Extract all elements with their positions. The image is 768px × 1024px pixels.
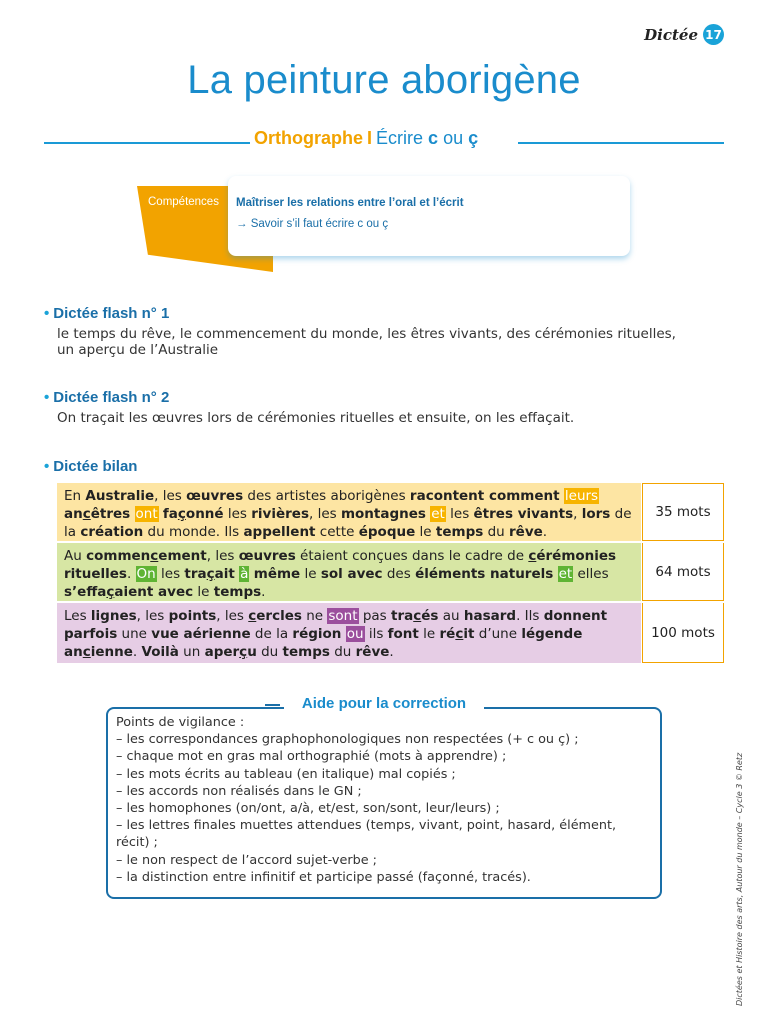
- aide-item: – le non respect de l’accord sujet-verbe ;: [116, 852, 377, 868]
- competences-box: [228, 176, 630, 256]
- dictee-number-badge: 17: [703, 24, 724, 45]
- subtitle-ou: ou: [438, 128, 469, 148]
- bilan-row-3: Les lignes, les points, les cercles ne sont pas tracés au hasard. Ils donnent parfois une vue aérienne de la région ou ils font le récit d’une légende ancienne. Voilà un aperçu du temps du rêve.: [57, 603, 641, 663]
- subtitle-c: c: [428, 128, 439, 148]
- aide-item: – la distinction entre infinitif et participe passé (façonné, tracés).: [116, 869, 531, 885]
- aide-item: – les mots écrits au tableau (en italique) mal copiés ;: [116, 766, 456, 782]
- flash2-heading: [44, 389, 169, 406]
- flash1-heading-text: Dictée flash n° 1: [53, 305, 170, 322]
- flash1-heading: [44, 305, 169, 322]
- bilan-heading: [44, 458, 137, 475]
- aide-title-rule-left: [265, 704, 280, 706]
- side-credit: Dictées et Histoire des arts, Autour du monde – Cycle 3 © Retz: [735, 752, 744, 1006]
- subtitle-orthographe: Orthographe: [254, 128, 364, 148]
- flash2-heading-text: Dictée flash n° 2: [53, 389, 170, 406]
- competences-line-1: Maîtriser les relations entre l’oral et l’écrit: [236, 197, 464, 209]
- bullet-icon: •: [44, 458, 50, 475]
- bullet-icon: •: [44, 389, 50, 406]
- competences-label: Compétences: [148, 196, 219, 208]
- dictee-label: Dictée: [644, 25, 698, 44]
- bilan-row-1: En Australie, les œuvres des artistes aborigènes racontent comment leurs ancêtres ont façonné les rivières, les montagnes et les êtres vivants, lors de la création du monde. Ils appellent cette époque le temps du rêve.: [57, 483, 641, 541]
- aide-intro: Points de vigilance :: [116, 715, 245, 730]
- subtitle-rule-left: [44, 142, 250, 144]
- page-title: La peinture aborigène: [187, 58, 581, 102]
- bilan-heading-text: Dictée bilan: [53, 458, 138, 475]
- bilan-row-2: Au commencement, les œuvres étaient conçues dans le cadre de cérémonies rituelles. On les traçait à même le sol avec des éléments naturels et elles s’effaçaient avec le temps.: [57, 543, 641, 601]
- aide-item: – les homophones (on/ont, a/à, et/est, son/sont, leur/leurs) ;: [116, 801, 500, 817]
- dictee-tag: [644, 24, 724, 45]
- aide-item: – les correspondances graphophonologiques non respectées (+ c ou ç) ;: [116, 732, 579, 748]
- aide-item: – les lettres finales muettes attendues (temps, vivant, point, hasard, élément, récit) ;: [116, 818, 617, 851]
- subtitle-cc: ç: [468, 128, 479, 148]
- competences-line-2: → Savoir s’il faut écrire c ou ç: [236, 218, 389, 230]
- flash2-text: On traçait les œuvres lors de cérémonies rituelles et ensuite, on les effaçait.: [57, 410, 575, 426]
- aide-list: [116, 714, 652, 886]
- bilan-count-1: 35 mots: [642, 483, 724, 541]
- bilan-count-3: 100 mots: [642, 603, 724, 663]
- flash1-text: le temps du rêve, le commencement du monde, les êtres vivants, des cérémonies rituelles, un aperçu de l’Australie: [57, 326, 676, 358]
- aide-item: – les accords non réalisés dans le GN ;: [116, 783, 362, 799]
- subtitle-separator: I: [367, 128, 373, 148]
- aide-title: Aide pour la correction: [284, 695, 484, 712]
- bilan-count-2: 64 mots: [642, 543, 724, 601]
- subtitle-rule-right: [518, 142, 724, 144]
- subtitle: [254, 128, 516, 149]
- bullet-icon: •: [44, 305, 50, 322]
- subtitle-ecrire: Écrire: [376, 128, 429, 148]
- aide-item: – chaque mot en gras mal orthographié (mots à apprendre) ;: [116, 749, 507, 765]
